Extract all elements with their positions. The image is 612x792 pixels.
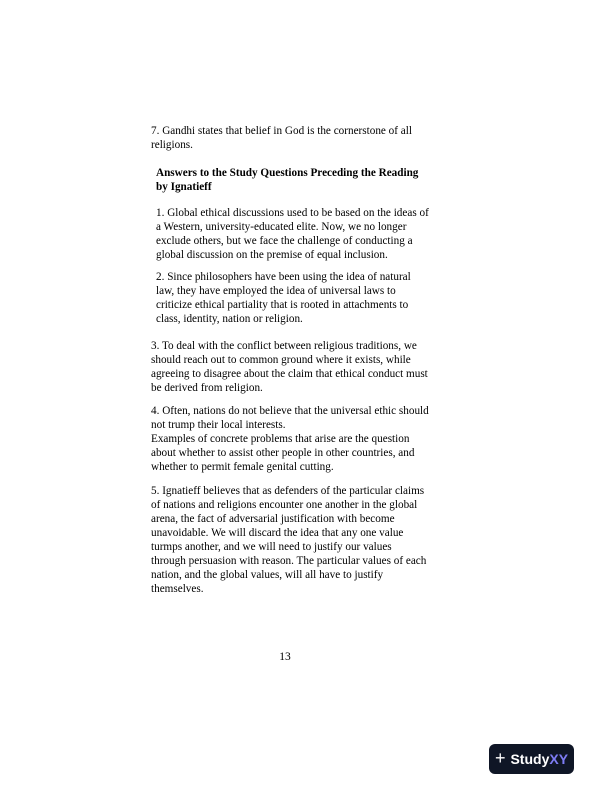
- answer-line: themselves.: [151, 583, 204, 595]
- answer-line: should reach out to common ground where it exists, while: [151, 354, 411, 366]
- answer-line: through persuasion with reason. The particular values of each: [151, 555, 427, 567]
- item-7-line: 7. Gandhi states that belief in God is the cornerstone of all: [151, 125, 412, 137]
- answer-line: nation, and the global values, will all have to justify: [151, 569, 384, 581]
- answer-line: unavoidable. We will discard the idea that any one value: [151, 527, 404, 539]
- badge-study-text: Study: [510, 751, 550, 767]
- answer-1: [156, 206, 475, 262]
- answer-line: class, identity, nation or religion.: [156, 313, 303, 325]
- answer-line: turmps another, and we will need to justify our values: [151, 541, 392, 553]
- badge-xy-text: XY: [549, 751, 569, 767]
- answer-line: be derived from religion.: [151, 382, 263, 394]
- answer-line: 1. Global ethical discussions used to be based on the ideas of: [156, 207, 429, 219]
- answer-line: a Western, university-educated elite. Now, we no longer: [156, 221, 407, 233]
- answer-line: whether to permit female genital cutting.: [151, 461, 334, 473]
- answer-3: [151, 339, 456, 395]
- answer-line: agreeing to disagree about the claim that ethical conduct must: [151, 368, 428, 380]
- answer-line: about whether to assist other people in other countries, and: [151, 447, 415, 459]
- answer-2: [156, 270, 475, 326]
- answers-heading: [156, 166, 475, 194]
- studyxy-badge[interactable]: [489, 744, 574, 774]
- answer-line: arena, the fact of adversarial justification with become: [151, 513, 395, 525]
- heading-line: Answers to the Study Questions Preceding the Reading: [156, 167, 419, 179]
- item-7-line: religions.: [151, 139, 193, 151]
- item-7: [151, 124, 474, 152]
- answer-line: Examples of concrete problems that arise are the question: [151, 433, 410, 445]
- answer-4: [151, 404, 456, 474]
- answer-line: 2. Since philosophers have been using the idea of natural: [156, 271, 411, 283]
- plus-icon: +: [494, 748, 506, 768]
- answer-line: global discussion on the premise of equal inclusion.: [156, 249, 388, 261]
- badge-label: [510, 751, 568, 767]
- answer-line: 5. Ignatieff believes that as defenders of the particular claims: [151, 485, 425, 497]
- answer-line: criticize ethical partiality that is rooted in attachments to: [156, 299, 409, 311]
- page-number: 13: [279, 651, 291, 663]
- answer-line: law, they have employed the idea of universal laws to: [156, 285, 396, 297]
- answer-line: not trump their local interests.: [151, 419, 286, 431]
- answer-line: 3. To deal with the conflict between religious traditions, we: [151, 340, 417, 352]
- answer-line: of nations and religions encounter one another in the global: [151, 499, 418, 511]
- answer-line: 4. Often, nations do not believe that the universal ethic should: [151, 405, 429, 417]
- answer-5: [151, 484, 456, 596]
- heading-line: by Ignatieff: [156, 181, 212, 193]
- answer-line: exclude others, but we face the challenge of conducting a: [156, 235, 413, 247]
